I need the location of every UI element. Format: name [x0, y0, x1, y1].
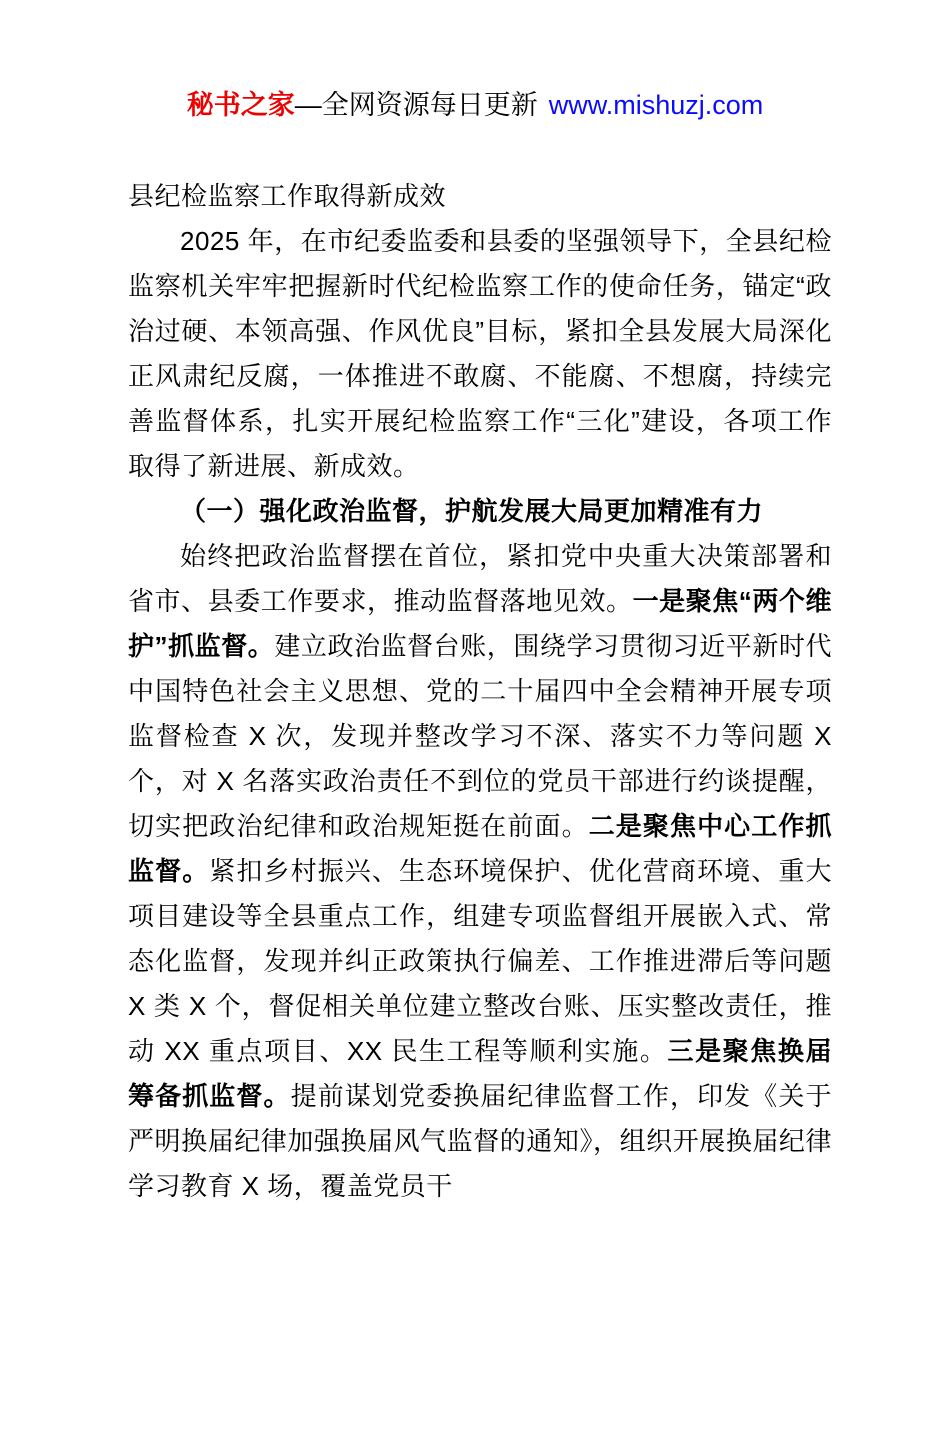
section-1-paragraph [128, 534, 832, 1209]
text-run: 紧扣乡村振兴、生态环境保护、优化营商环境、重大项目建设等全县重点工作，组建专项监督组开展嵌入式、常态化监督，发现并纠正政策执行偏差、工作推进滞后等问题 X 类 X 个，督促相关单位建立整改台账、压实整改责任，推动 XX 重点项目、XX 民生工程等顺利实施。 [128, 856, 832, 1066]
site-url-link[interactable]: www.mishuzj.com [548, 90, 764, 120]
text-run-emphasis: 一是聚焦“两个维护”抓监督。 [128, 586, 832, 661]
text-run: 始终把政治监督摆在首位，紧扣党中央重大决策部署和省市、县委工作要求，推动监督落地见效。 [128, 541, 832, 616]
site-tagline: —全网资源每日更新 [294, 90, 538, 120]
intro-paragraph: 2025 年，在市纪委监委和县委的坚强领导下，全县纪检监察机关牢牢把握新时代纪检监察工作的使命任务，锚定“政治过硬、本领高强、作风优良”目标，紧扣全县发展大局深化正风肃纪反腐，一体推进不敢腐、不能腐、不想腐，持续完善监督体系，扎实开展纪检监察工作“三化”建设，各项工作取得了新进展、新成效。 [128, 226, 832, 481]
document-title: 县纪检监察工作取得新成效 [128, 181, 447, 211]
text-run: 提前谋划党委换届纪律监督工作，印发《关于严明换届纪律加强换届风气监督的通知》，组织开展换届纪律学习教育 X 场，覆盖党员干 [128, 1081, 832, 1201]
text-run-emphasis: 二是聚焦中心工作抓监督。 [128, 811, 832, 886]
text-run-emphasis: 三是聚焦换届筹备抓监督。 [128, 1036, 832, 1111]
site-header [0, 86, 950, 124]
document-body [128, 174, 832, 1209]
text-run: 建立政治监督台账，围绕学习贯彻习近平新时代中国特色社会主义思想、党的二十届四中全会精神开展专项监督检查 X 次，发现并整改学习不深、落实不力等问题 X 个，对 X 名落实政治责任不到位的党员干部进行约谈提醒，切实把政治纪律和政治规矩挺在前面。 [128, 631, 832, 841]
section-1-heading: （一）强化政治监督，护航发展大局更加精准有力 [180, 496, 764, 526]
page [0, 86, 950, 1430]
site-name: 秘书之家 [186, 90, 295, 120]
document-page [0, 86, 950, 1430]
